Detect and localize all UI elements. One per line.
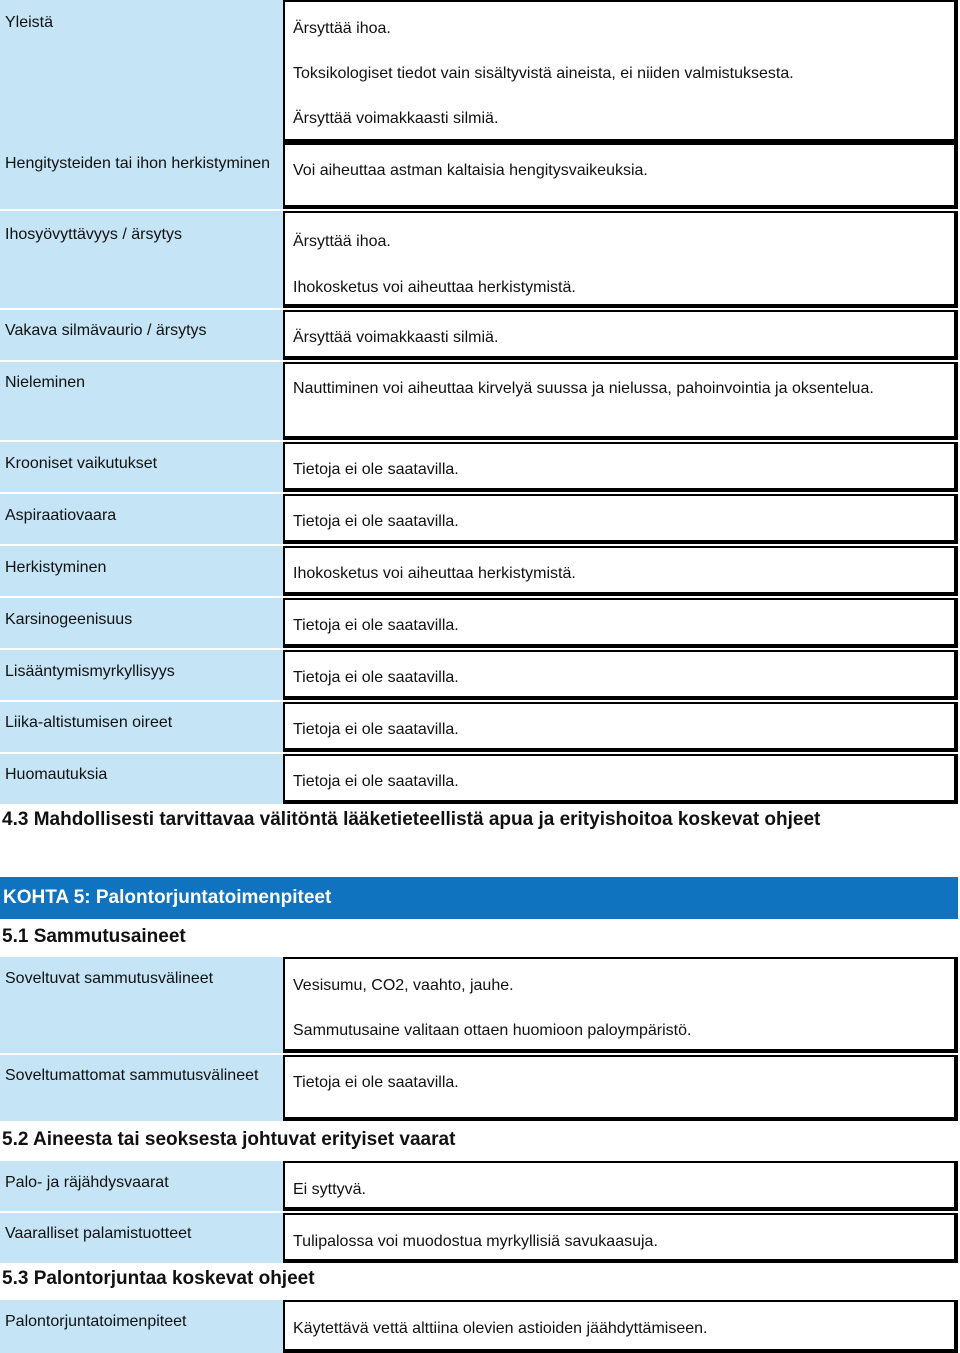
row-label-cell — [0, 494, 283, 544]
row-remarks — [0, 754, 960, 804]
row-value: Ihokosketus voi aiheuttaa herkistymistä. — [293, 565, 576, 582]
row-value-cell — [283, 957, 958, 1053]
row-label-cell — [0, 1161, 283, 1211]
row-value-line: Toksikologiset tiedot vain sisältyvistä aineista, ei niiden valmistuksesta. — [293, 65, 794, 82]
row-value-cell — [283, 310, 958, 360]
row-label: Aspiraatiovaara — [5, 507, 117, 524]
row-label: Liika-altistumisen oireet — [5, 714, 173, 731]
row-value-cell — [283, 0, 958, 143]
row-label: Vakava silmävaurio / ärsytys — [5, 322, 207, 339]
row-label-cell — [0, 310, 283, 360]
row-suitable-extinguishing-media — [0, 957, 960, 1053]
row-label: Lisääntymismyrkyllisyys — [5, 663, 175, 680]
row-value-cell — [283, 1161, 958, 1211]
subsection-heading-5-1: 5.1 Sammutusaineet — [2, 926, 186, 947]
row-value-line: Ärsyttää voimakkaasti silmiä. — [293, 110, 499, 127]
row-value-cell — [283, 650, 958, 700]
row-value-cell — [283, 598, 958, 648]
row-value-cell — [283, 494, 958, 544]
row-label-cell — [0, 1055, 283, 1121]
row-value-cell — [283, 754, 958, 804]
row-label-cell — [0, 0, 283, 143]
row-value-cell — [283, 143, 958, 209]
row-value: Voi aiheuttaa astman kaltaisia hengitysvaikeuksia. — [293, 162, 648, 179]
subsection-heading-4-3: 4.3 Mahdollisesti tarvittavaa välitöntä lääketieteellistä apua ja erityishoitoa koskevat ohjeet — [2, 809, 821, 830]
row-value-line: Ärsyttää ihoa. — [293, 20, 391, 37]
row-unsuitable-extinguishing-media — [0, 1055, 960, 1121]
row-skin-irritation — [0, 211, 960, 308]
row-value: Tietoja ei ole saatavilla. — [293, 773, 459, 790]
section-5-bar — [0, 877, 958, 919]
row-label-cell — [0, 702, 283, 752]
row-aspiration-hazard — [0, 494, 960, 544]
row-value: Tietoja ei ole saatavilla. — [293, 617, 459, 634]
row-value-cell — [283, 702, 958, 752]
row-label: Vaaralliset palamistuotteet — [5, 1225, 192, 1242]
row-fire-explosion-hazards — [0, 1161, 960, 1211]
row-value-cell — [283, 546, 958, 596]
section-5-title: KOHTA 5: Palontorjuntatoimenpiteet — [3, 887, 332, 908]
row-hazardous-combustion-products — [0, 1213, 960, 1263]
row-value-cell — [283, 1055, 958, 1121]
row-value: Ärsyttää voimakkaasti silmiä. — [293, 329, 499, 346]
row-value-line: Ihokosketus voi aiheuttaa herkistymistä. — [293, 279, 576, 296]
subsection-heading-5-2: 5.2 Aineesta tai seoksesta johtuvat erityiset vaarat — [2, 1129, 456, 1150]
row-respiratory-sensitization — [0, 143, 960, 209]
row-value-line: Vesisumu, CO2, vaahto, jauhe. — [293, 977, 514, 994]
row-label: Hengitysteiden tai ihon herkistyminen — [5, 155, 271, 172]
row-value-cell — [283, 1213, 958, 1263]
row-label: Huomautuksia — [5, 766, 108, 783]
row-label: Palontorjuntatoimenpiteet — [5, 1313, 187, 1330]
row-label: Soveltumattomat sammutusvälineet — [5, 1067, 259, 1084]
row-value: Tietoja ei ole saatavilla. — [293, 461, 459, 478]
row-eye-damage — [0, 310, 960, 360]
row-label-cell — [0, 650, 283, 700]
subsection-heading-5-3: 5.3 Palontorjuntaa koskevat ohjeet — [2, 1268, 315, 1289]
row-label: Herkistyminen — [5, 559, 107, 576]
row-value-cell — [283, 1300, 958, 1353]
row-label-cell — [0, 957, 283, 1053]
row-sensitization — [0, 546, 960, 596]
row-label-cell — [0, 143, 283, 209]
row-label: Nieleminen — [5, 374, 86, 391]
row-value-cell — [283, 442, 958, 492]
row-reproductive-toxicity — [0, 650, 960, 700]
row-value: Nauttiminen voi aiheuttaa kirvelyä suussa ja nielussa, pahoinvointia ja oksentelua. — [293, 380, 874, 397]
row-ingestion — [0, 362, 960, 440]
row-value-cell — [283, 211, 958, 308]
row-value-line: Sammutusaine valitaan ottaen huomioon paloympäristö. — [293, 1022, 692, 1039]
row-label-cell — [0, 211, 283, 308]
row-value: Tulipalossa voi muodostua myrkyllisiä savukaasuja. — [293, 1233, 658, 1250]
row-label: Ihosyövyttävyys / ärsytys — [5, 226, 182, 243]
row-label-cell — [0, 598, 283, 648]
row-chronic-effects — [0, 442, 960, 492]
row-general — [0, 0, 960, 143]
row-label-cell — [0, 754, 283, 804]
row-carcinogenicity — [0, 598, 960, 648]
row-label: Krooniset vaikutukset — [5, 455, 158, 472]
row-label-cell — [0, 546, 283, 596]
row-value-line: Ärsyttää ihoa. — [293, 233, 391, 250]
row-firefighting-measures — [0, 1300, 960, 1353]
row-label-cell — [0, 1300, 283, 1353]
row-value: Ei syttyvä. — [293, 1181, 366, 1198]
row-label-cell — [0, 1213, 283, 1263]
row-value: Tietoja ei ole saatavilla. — [293, 513, 459, 530]
row-value-cell — [283, 362, 958, 440]
row-label: Palo- ja räjähdysvaarat — [5, 1174, 169, 1191]
row-label: Yleistä — [5, 14, 54, 31]
row-label-cell — [0, 362, 283, 440]
row-label: Karsinogeenisuus — [5, 611, 133, 628]
row-label-cell — [0, 442, 283, 492]
row-value: Tietoja ei ole saatavilla. — [293, 669, 459, 686]
row-label: Soveltuvat sammutusvälineet — [5, 970, 214, 987]
row-value: Tietoja ei ole saatavilla. — [293, 721, 459, 738]
row-value: Tietoja ei ole saatavilla. — [293, 1074, 459, 1091]
row-value: Käytettävä vettä alttiina olevien astioiden jäähdyttämiseen. — [293, 1320, 708, 1337]
row-overexposure-symptoms — [0, 702, 960, 752]
